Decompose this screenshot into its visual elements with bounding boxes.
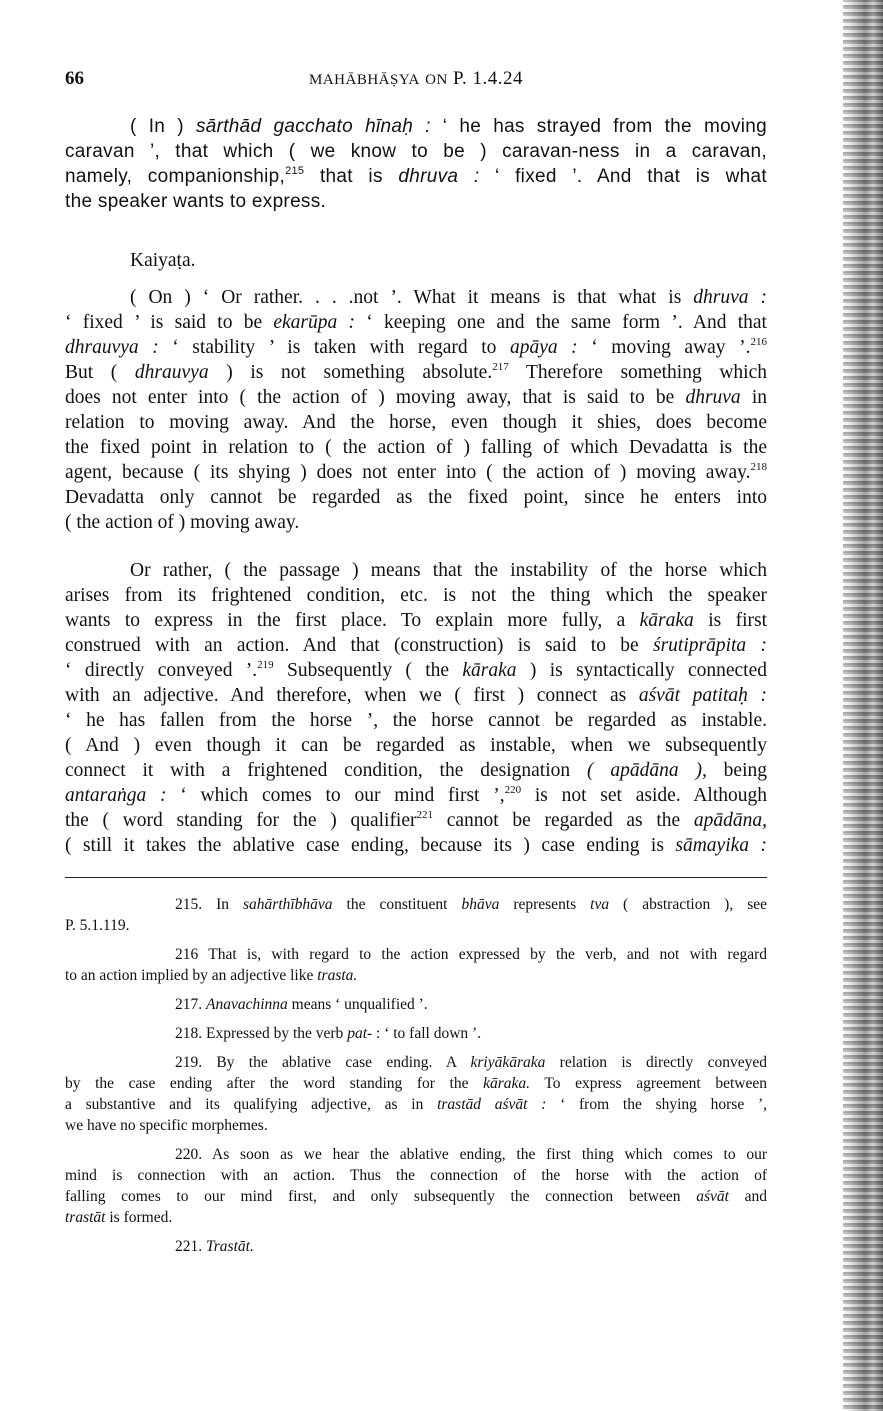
text-run: 215. In (175, 896, 243, 913)
footnote-line (65, 1207, 767, 1228)
italic-term: sārthād gacchato hīnaḥ : (195, 116, 431, 137)
text-line (65, 114, 767, 139)
footnote-line (65, 1186, 767, 1207)
text-run: falling comes to our mind first, and only subsequently the connection between (65, 1188, 697, 1205)
footnote-reference: 220 (504, 784, 522, 796)
running-title-ref: P. 1.4.24 (453, 68, 523, 89)
italic-term: aśvāt patitaḥ : (638, 685, 767, 706)
paragraph-1 (65, 114, 767, 214)
footnote-reference: 217 (492, 361, 509, 373)
text-run: ( still it takes the ablative case ending, because its ) case ending is (65, 835, 676, 856)
text-line (65, 658, 767, 683)
paragraph-2 (65, 285, 767, 535)
footnote-line (65, 1115, 767, 1136)
text-line (65, 758, 767, 783)
text-run: But ( (65, 362, 135, 383)
text-run: is formed. (105, 1209, 173, 1226)
footnote (65, 944, 767, 986)
text-line (65, 708, 767, 733)
text-run: with an adjective. And therefore, when we ( first ) connect as (65, 685, 639, 706)
text-run: represents (499, 896, 591, 913)
footnote (65, 994, 767, 1015)
text-run: To express agreement between (530, 1075, 767, 1092)
text-run: does not enter into ( the action of ) moving away, that is said to be (65, 387, 686, 408)
italic-term: apādāna, (693, 810, 767, 831)
italic-term: dhruva : (398, 166, 480, 187)
italic-term: Trastāt. (206, 1238, 254, 1255)
text-run: a substantive and its qualifying adjective, as in (65, 1096, 438, 1113)
text-run: Devadatta only cannot be regarded as the fixed point, since he enters into (65, 487, 767, 508)
italic-term: Anavachinna (206, 996, 288, 1013)
text-run: ( And ) even though it can be regarded as instable, when we subsequently (65, 735, 767, 756)
italic-term: dhruva : (693, 287, 767, 308)
text-run: connect it with a frightened condition, the designation (65, 760, 587, 781)
footnote-rule (65, 877, 767, 878)
text-run: cannot be regarded as the (433, 810, 694, 831)
footnotes (65, 894, 767, 1265)
running-title-on: ON (425, 72, 448, 88)
text-run: ‘ from the shying horse ’, (546, 1096, 767, 1113)
italic-term: tva (590, 896, 610, 913)
text-line (65, 139, 767, 164)
italic-term: kriyākāraka (470, 1054, 546, 1071)
italic-term: sahārthībhāva (243, 896, 333, 913)
text-run: and (728, 1188, 767, 1205)
text-line (65, 410, 767, 435)
italic-term: sāmayika : (675, 835, 767, 856)
text-run: is not set aside. Although (521, 785, 768, 806)
footnote-line (65, 1073, 767, 1094)
text-run: ‘ fixed ’. And that is what (479, 166, 767, 187)
text-run: ( In ) (130, 116, 196, 137)
italic-term: trasta. (317, 967, 358, 984)
italic-term: ekarūpa : (273, 312, 356, 333)
text-line (65, 385, 767, 410)
text-line (65, 808, 767, 833)
text-run: namely, companionship, (65, 166, 286, 187)
footnote-reference: 218 (750, 461, 767, 473)
text-run: 218. Expressed by the verb (175, 1025, 348, 1042)
text-line (65, 783, 767, 808)
text-run: ‘ he has strayed from the moving (430, 116, 768, 137)
italic-term: dhrauvya (134, 362, 209, 383)
text-run: Or rather, ( the passage ) means that the instability of the horse which (130, 560, 767, 581)
text-line (65, 833, 767, 858)
running-header (65, 68, 767, 94)
text-line (65, 558, 767, 583)
text-run: 216 That is, with regard to the action expressed by the verb, and not with regard (175, 946, 767, 963)
italic-term: ( apādāna ), (587, 760, 707, 781)
footnote-line (65, 944, 767, 965)
text-line (65, 189, 767, 214)
italic-term: aśvāt (696, 1188, 729, 1205)
text-line (65, 683, 767, 708)
text-run: 219. By the ablative case ending. A (175, 1054, 471, 1071)
text-line (65, 460, 767, 485)
text-line (65, 360, 767, 385)
text-run: mind is connection with an action. Thus the connection of the horse with the action of (65, 1167, 767, 1184)
text-run: ( the action of ) moving away. (65, 512, 300, 533)
text-run: that is (304, 166, 399, 187)
text-line (65, 485, 767, 510)
text-run: in (740, 387, 767, 408)
running-title-work: MAHĀBHĀṢYA (309, 72, 420, 88)
text-run: wants to express in the first place. To explain more fully, a (65, 610, 640, 631)
footnote (65, 1144, 767, 1228)
footnote (65, 894, 767, 936)
text-run: to an action implied by an adjective like (65, 967, 318, 984)
footnote-line (65, 994, 767, 1015)
text-run: is first (693, 610, 767, 631)
text-run: relation is directly conveyed (545, 1054, 767, 1071)
text-run: Therefore something which (508, 362, 767, 383)
footnote-line (65, 965, 767, 986)
italic-term: śrutiprāpita : (653, 635, 767, 656)
italic-term: antaraṅga : (65, 785, 167, 806)
text-run: the constituent (332, 896, 462, 913)
text-run: construed with an action. And that (construction) is said to be (65, 635, 653, 656)
text-run: being (706, 760, 768, 781)
italic-term: pat- (347, 1025, 373, 1042)
text-run: arises from its frightened condition, etc. is not the thing which the speaker (65, 585, 767, 606)
italic-term: kāraka (639, 610, 694, 631)
footnote-line (65, 915, 767, 936)
footnote-reference: 221 (416, 809, 433, 821)
text-line (65, 608, 767, 633)
running-title (65, 68, 767, 90)
footnote-reference: 216 (750, 336, 767, 348)
text-run: : ‘ to fall down ’. (372, 1025, 482, 1042)
italic-term: dhruva (685, 387, 741, 408)
text-line (65, 164, 767, 189)
text-run: 220. As soon as we hear the ablative ending, the first thing which comes to our (175, 1146, 767, 1163)
text-run: ‘ directly conveyed ’. (65, 660, 258, 681)
text-run: agent, because ( its shying ) does not enter into ( the action of ) moving away. (65, 462, 751, 483)
text-run: means ‘ unqualified ’. (287, 996, 428, 1013)
text-run: the speaker wants to express. (65, 191, 327, 212)
footnote-line (65, 1023, 767, 1044)
text-run: ‘ he has fallen from the horse ’, the horse cannot be regarded as instable. (65, 710, 767, 731)
text-run: ‘ stability ’ is taken with regard to (158, 337, 510, 358)
italic-term: kāraka. (483, 1075, 531, 1092)
text-run: ( abstraction ), see (609, 896, 767, 913)
scanned-page-binding-edge (843, 0, 883, 1411)
footnote-line (65, 1144, 767, 1165)
paragraph-3 (65, 558, 767, 858)
italic-term: kāraka (462, 660, 517, 681)
text-run: by the case ending after the word standing for the (65, 1075, 484, 1092)
text-run: ‘ moving away ’. (577, 337, 751, 358)
text-run: 221. (175, 1238, 206, 1255)
italic-term: dhrauvya : (65, 337, 159, 358)
footnote (65, 1023, 767, 1044)
text-run: ‘ keeping one and the same form ’. And that (355, 312, 767, 333)
text-line (65, 335, 767, 360)
footnote-line (65, 1094, 767, 1115)
text-run: ) is syntactically connected (516, 660, 767, 681)
italic-term: trastāt (65, 1209, 106, 1226)
text-run: caravan ’, that which ( we know to be ) caravan-ness in a caravan, (65, 141, 767, 162)
text-run: we have no specific morphemes. (65, 1117, 268, 1134)
footnote-line (65, 1052, 767, 1073)
footnote-line (65, 1165, 767, 1186)
text-run: ‘ which comes to our mind first ’, (166, 785, 505, 806)
italic-term: bhāva (461, 896, 500, 913)
footnote (65, 1236, 767, 1257)
text-line (65, 435, 767, 460)
text-run: the ( word standing for the ) qualifier (65, 810, 417, 831)
text-run: P. 5.1.119. (65, 917, 130, 934)
italic-term: trastād aśvāt : (437, 1096, 547, 1113)
text-line (65, 510, 767, 535)
text-run: 217. (175, 996, 206, 1013)
text-line (65, 633, 767, 658)
text-run: ‘ fixed ’ is said to be (65, 312, 274, 333)
footnote (65, 1052, 767, 1136)
footnote-reference: 215 (285, 165, 305, 177)
footnote-line (65, 1236, 767, 1257)
text-line (65, 583, 767, 608)
footnote-line (65, 894, 767, 915)
text-run: ) is not something absolute. (208, 362, 493, 383)
text-run: relation to moving away. And the horse, even though it shies, does become (65, 412, 767, 433)
page-number: 66 (65, 68, 84, 89)
section-heading: Kaiyaṭa. (130, 250, 196, 271)
text-run: Subsequently ( the (273, 660, 463, 681)
footnote-reference: 219 (257, 659, 274, 671)
text-run: ( On ) ‘ Or rather. . . .not ’. What it means is that what is (130, 287, 694, 308)
text-line (65, 310, 767, 335)
text-line (65, 285, 767, 310)
text-line (65, 733, 767, 758)
italic-term: apāya : (509, 337, 578, 358)
text-run: the fixed point in relation to ( the action of ) falling of which Devadatta is the (65, 437, 767, 458)
